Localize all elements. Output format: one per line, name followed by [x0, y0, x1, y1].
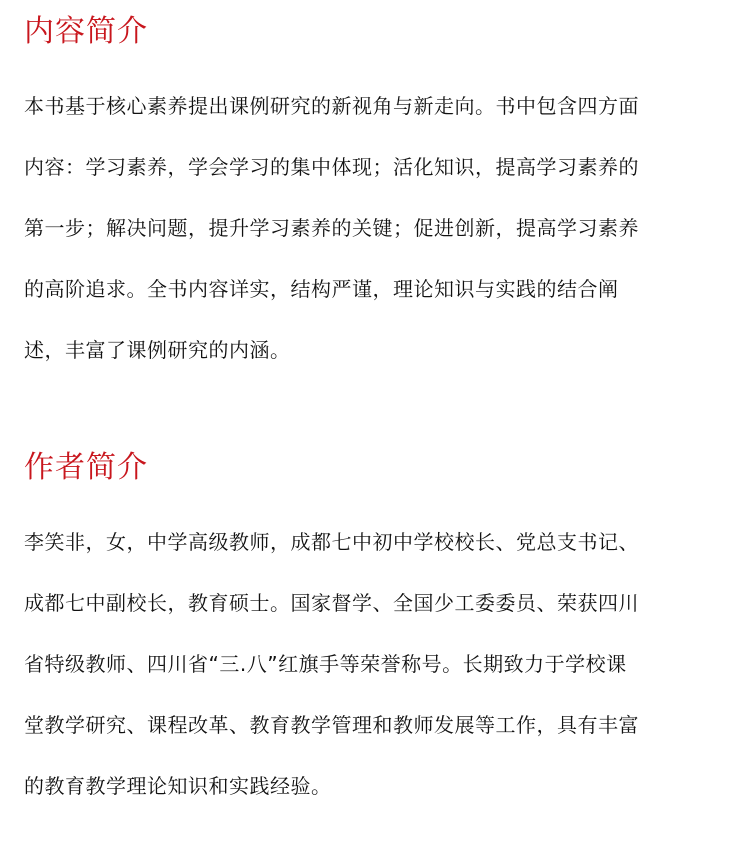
- content-intro-line: 第一步；解决问题，提升学习素养的关键；促进创新，提高学习素养: [24, 216, 639, 240]
- author-intro-line: 的教育教学理论知识和实践经验。: [24, 774, 332, 798]
- author-intro-heading: 作者简介: [24, 450, 148, 485]
- author-intro-line: 堂教学研究、课程改革、教育教学管理和教师发展等工作，具有丰富: [24, 713, 639, 737]
- author-intro-line: 李笑非，女，中学高级教师，成都七中初中学校校长、党总支书记、: [24, 530, 639, 554]
- content-intro-section: [24, 15, 706, 381]
- content-intro-body: [24, 76, 706, 381]
- content-intro-line: 本书基于核心素养提出课例研究的新视角与新走向。书中包含四方面: [24, 94, 639, 118]
- author-intro-section: [24, 451, 706, 817]
- content-intro-line: 述，丰富了课例研究的内涵。: [24, 338, 291, 362]
- author-intro-body: [24, 512, 706, 817]
- content-intro-line: 内容：学习素养，学会学习的集中体现；活化知识，提高学习素养的: [24, 155, 639, 179]
- content-intro-line: 的高阶追求。全书内容详实，结构严谨，理论知识与实践的结合阐: [24, 277, 619, 301]
- author-intro-line: 省特级教师、四川省“三.八”红旗手等荣誉称号。长期致力于学校课: [24, 652, 627, 676]
- author-intro-line: 成都七中副校长，教育硕士。国家督学、全国少工委委员、荣获四川: [24, 591, 639, 615]
- content-intro-heading: 内容简介: [24, 14, 148, 49]
